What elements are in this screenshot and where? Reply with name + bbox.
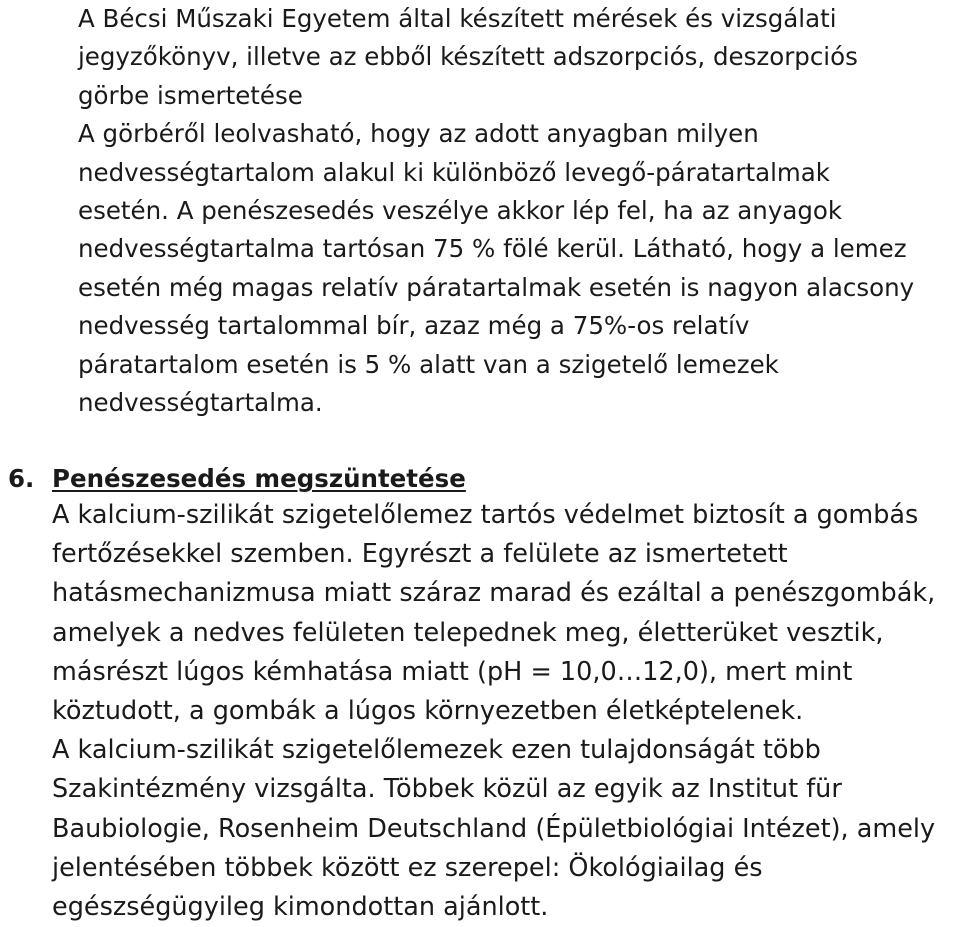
text-line: A görbéről leolvasható, hogy az adott anyagban milyen: [78, 119, 759, 149]
text-line: görbe ismertetése: [78, 80, 303, 110]
text-line: esetén még magas relatív páratartalmak esetén is nagyon alacsony: [78, 272, 915, 302]
section-heading: [8, 460, 948, 498]
section-title: Penészesedés megszüntetése: [52, 464, 466, 493]
text-line: Szakintézmény vizsgálta. Többek közül az egyik az Institut für: [52, 774, 842, 805]
intro-paragraph: [78, 0, 958, 422]
section-number: 6.: [8, 464, 35, 493]
text-line: egészségügyileg kimondottan ajánlott.: [52, 892, 549, 923]
text-line: nedvesség tartalommal bír, azaz még a 75%-os relatív: [78, 311, 750, 341]
text-line: jelentésében többek között ez szerepel: Ökológiailag és: [52, 852, 763, 883]
text-line: páratartalom esetén is 5 % alatt van a szigetelő lemezek: [78, 349, 779, 379]
text-line: esetén. A penészesedés veszélye akkor lép fel, ha az anyagok: [78, 196, 843, 226]
section-body: [52, 496, 958, 927]
text-line: amelyek a nedves felületen telepednek meg, életterüket vesztik,: [52, 617, 884, 648]
text-line: A Bécsi Műszaki Egyetem által készített mérések és vizsgálati: [78, 4, 837, 33]
text-line: Baubiologie, Rosenheim Deutschland (Épületbiológiai Intézet), amely: [52, 813, 936, 844]
text-line: hatásmechanizmusa miatt száraz marad és ezáltal a penészgombák,: [52, 578, 936, 609]
text-line: A kalcium-szilikát szigetelőlemezek ezen tulajdonságát több: [52, 735, 821, 766]
text-line: A kalcium-szilikát szigetelőlemez tartós védelmet biztosít a gombás: [52, 500, 919, 530]
text-line: köztudott, a gombák a lúgos környezetben életképtelenek.: [52, 696, 804, 727]
text-line: nedvességtartalom alakul ki különböző levegő-páratartalmak: [78, 157, 830, 187]
text-line: fertőzésekkel szemben. Egyrészt a felülete az ismertetett: [52, 539, 788, 570]
text-line: jegyzőkönyv, illetve az ebből készített adszorpciós, deszorpciós: [78, 42, 858, 72]
text-line: nedvességtartalma tartósan 75 % fölé kerül. Látható, hogy a lemez: [78, 234, 907, 264]
text-line: nedvességtartalma.: [78, 388, 323, 418]
text-line: másrészt lúgos kémhatása miatt (pH = 10,0…12,0), mert mint: [52, 656, 853, 687]
